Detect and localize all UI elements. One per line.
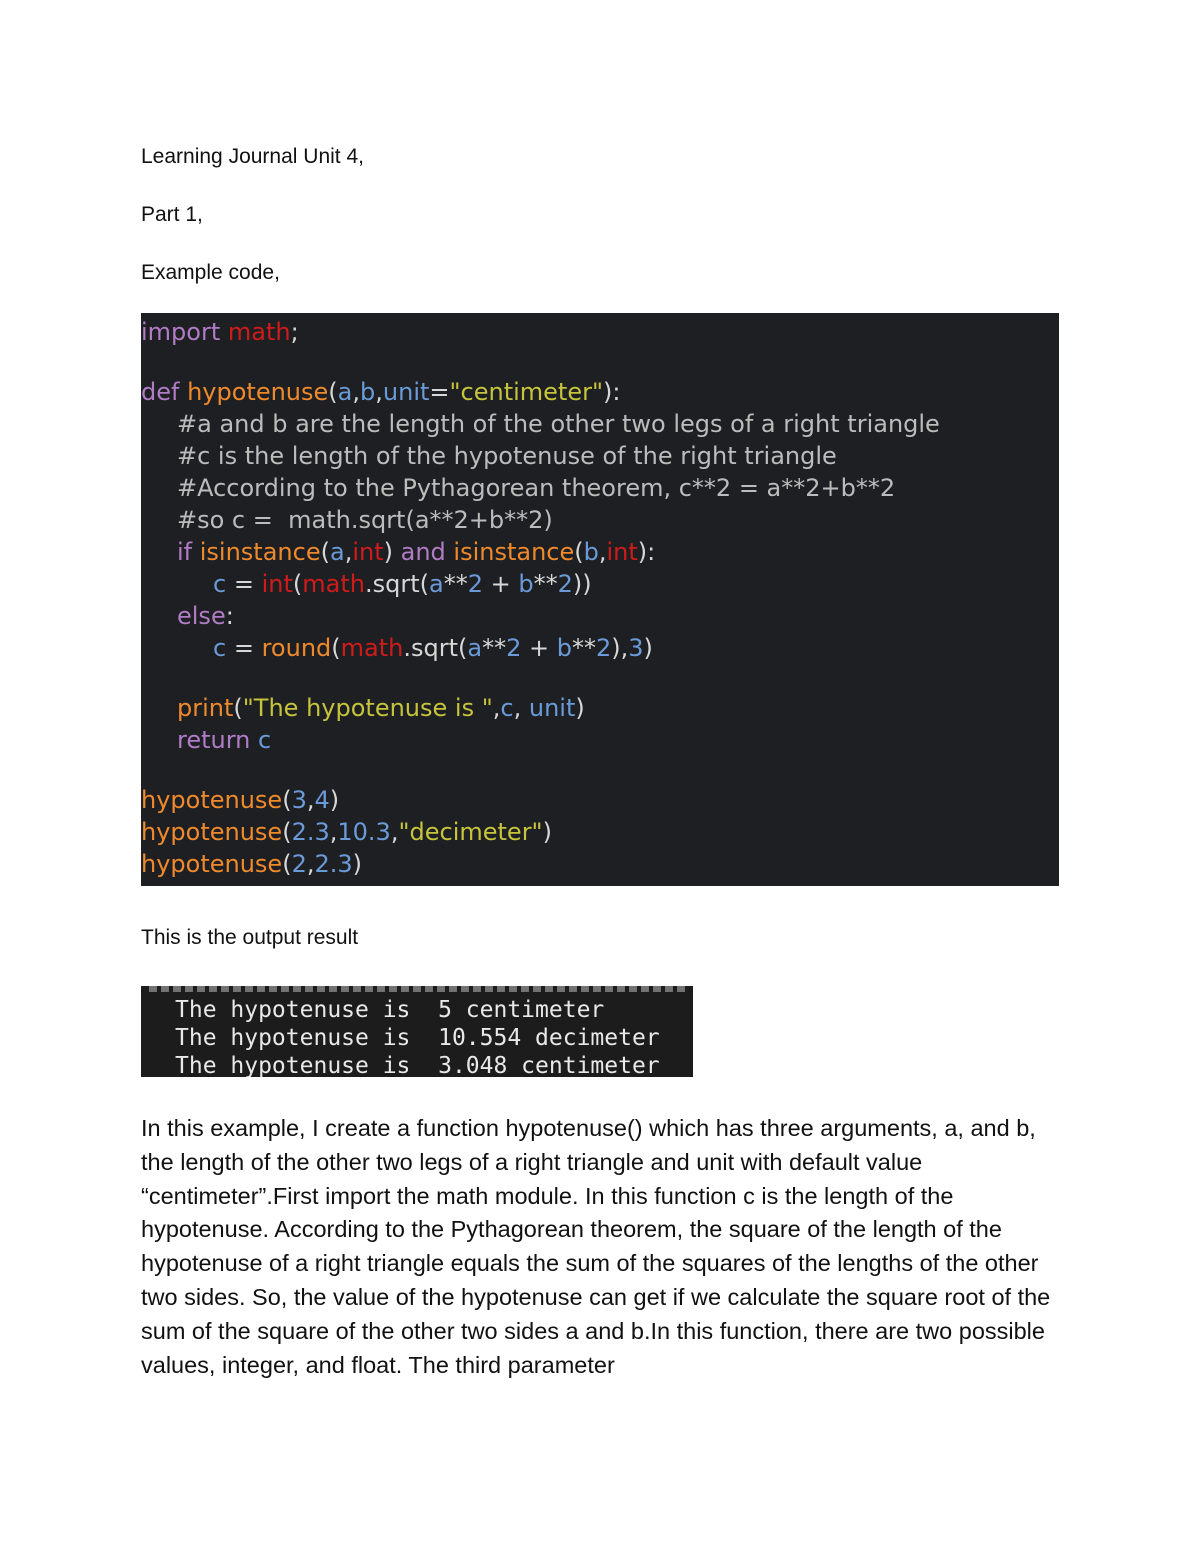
code-token: ( [292,570,303,598]
code-token: ** [443,570,468,598]
code-token: "decimeter" [398,818,543,846]
code-line [141,756,1059,784]
code-token: ) [542,818,552,846]
code-token: a [337,378,353,406]
part-label: Part 1, [141,203,203,226]
output-line: The hypotenuse is 5 centimeter [175,997,605,1023]
code-token: , [352,378,361,406]
code-token: , [492,694,501,722]
code-token: return [177,726,259,754]
code-line [141,316,1059,348]
code-token: 10.3 [337,818,391,846]
code-token: int [606,538,638,566]
output-line: The hypotenuse is 3.048 centimeter [175,1053,660,1077]
code-token: ( [574,538,584,566]
code-token: ) [329,786,340,814]
code-token: a [467,634,483,662]
code-line [141,376,1059,408]
code-token: and [400,538,454,566]
terminal-output [141,986,693,1077]
code-line [141,848,1059,880]
code-token: , [598,538,607,566]
code-token: 2.3 [314,850,353,878]
code-token: ( [282,786,292,814]
code-token: print [177,694,234,722]
code-token: hypotenuse [141,818,283,846]
code-line [141,692,1059,724]
code-token: unit [382,378,430,406]
code-token: #a and b are the length of the other two legs of a right triangle [177,410,940,438]
code-token: ( [282,818,292,846]
code-token: if [177,538,200,566]
code-token: ( [328,378,338,406]
code-token: c [258,726,272,754]
code-token: hypotenuse [141,786,283,814]
code-token: ( [320,538,330,566]
code-token: 2 [595,634,612,662]
cropped-prompt-line [149,986,689,992]
code-token: ( [233,694,243,722]
code-line [141,816,1059,848]
code-line [141,784,1059,816]
code-token: , [329,818,338,846]
code-token: ): [637,538,656,566]
code-token: ) [575,694,585,722]
code-token: b [360,378,376,406]
code-token: 3 [291,786,307,814]
code-token: : [225,602,234,630]
code-token: + [521,634,557,662]
code-token: , [375,378,383,406]
code-token: b [556,634,572,662]
code-token: , [306,786,315,814]
code-token: ** [533,570,558,598]
code-token: hypotenuse [141,850,283,878]
code-token: , [306,850,315,878]
code-token: #so c = math.sqrt(a**2+b**2) [177,506,553,534]
code-token: = [226,634,262,662]
code-token: ; [290,318,299,346]
code-screenshot [141,313,1059,886]
code-token: ** [482,634,507,662]
code-token: 2 [291,850,307,878]
code-token: + [482,570,519,598]
code-token: ) [383,538,401,566]
code-token: math [227,318,291,346]
code-token: int [352,538,384,566]
code-token: = [226,570,262,598]
code-token: .sqrt( [403,634,468,662]
code-token: import [141,318,228,346]
code-token: ( [331,634,341,662]
code-token: c [213,634,227,662]
code-token: ): [603,378,621,406]
code-token: c [213,570,227,598]
code-token: "centimeter" [449,378,604,406]
code-token: "The hypotenuse is " [242,694,493,722]
code-token: #According to the Pythagorean theorem, c**2 = a**2+b**2 [177,474,896,502]
code-token: 2 [506,634,522,662]
code-token: b [583,538,599,566]
code-line [141,536,1059,568]
code-token: isinstance [453,538,575,566]
code-token: int [261,570,293,598]
code-token: math [302,570,365,598]
code-token: 2.3 [291,818,330,846]
output-label: This is the output result [141,926,359,949]
code-token: unit [528,694,576,722]
code-line [141,408,1059,440]
code-token: , [513,694,529,722]
document-title: Learning Journal Unit 4, [141,145,364,168]
code-token: hypotenuse [187,378,329,406]
code-token: ** [571,634,596,662]
code-token: 4 [314,786,330,814]
code-token: )) [572,570,592,598]
code-token: ( [282,850,292,878]
code-line [141,632,1059,664]
code-label: Example code, [141,261,280,284]
code-token: ) [643,634,653,662]
code-token: isinstance [199,538,321,566]
code-token: ), [611,634,629,662]
code-token: = [429,378,450,406]
code-token: ) [352,850,363,878]
code-token: else [177,602,226,630]
code-token: b [518,570,534,598]
code-token: 2 [557,570,573,598]
code-line [141,600,1059,632]
code-token: .sqrt( [364,570,429,598]
code-token: , [344,538,353,566]
code-token: a [428,570,444,598]
code-line [141,348,1059,376]
output-line: The hypotenuse is 10.554 decimeter [175,1025,660,1051]
code-token: 3 [628,634,644,662]
code-line [141,504,1059,536]
code-token: math [340,634,404,662]
explanation-paragraph: In this example, I create a function hypotenuse() which has three arguments, a, and b, the length of the other two legs of a right triangle and unit with default value “centimeter”.First import the math module. In this function c is the length of the hypotenuse. According to the Pythagorean theorem, the square of the length of the hypotenuse of a right triangle equals the sum of the squares of the lengths of the other two sides. So, the value of the hypotenuse can get if we calculate the square root of the sum of the square of the other two sides a and b.In this function, there are two possible values, integer, and float. The third parameter [141,1115,1051,1378]
code-token: , [390,818,399,846]
code-token: 2 [467,570,483,598]
code-token: def [141,378,188,406]
code-token: c [500,694,514,722]
code-line [141,472,1059,504]
code-token: a [329,538,345,566]
code-line [141,568,1059,600]
code-line [141,724,1059,756]
code-line [141,440,1059,472]
code-line [141,664,1059,692]
code-token: round [261,634,332,662]
code-token: #c is the length of the hypotenuse of the right triangle [177,442,837,470]
